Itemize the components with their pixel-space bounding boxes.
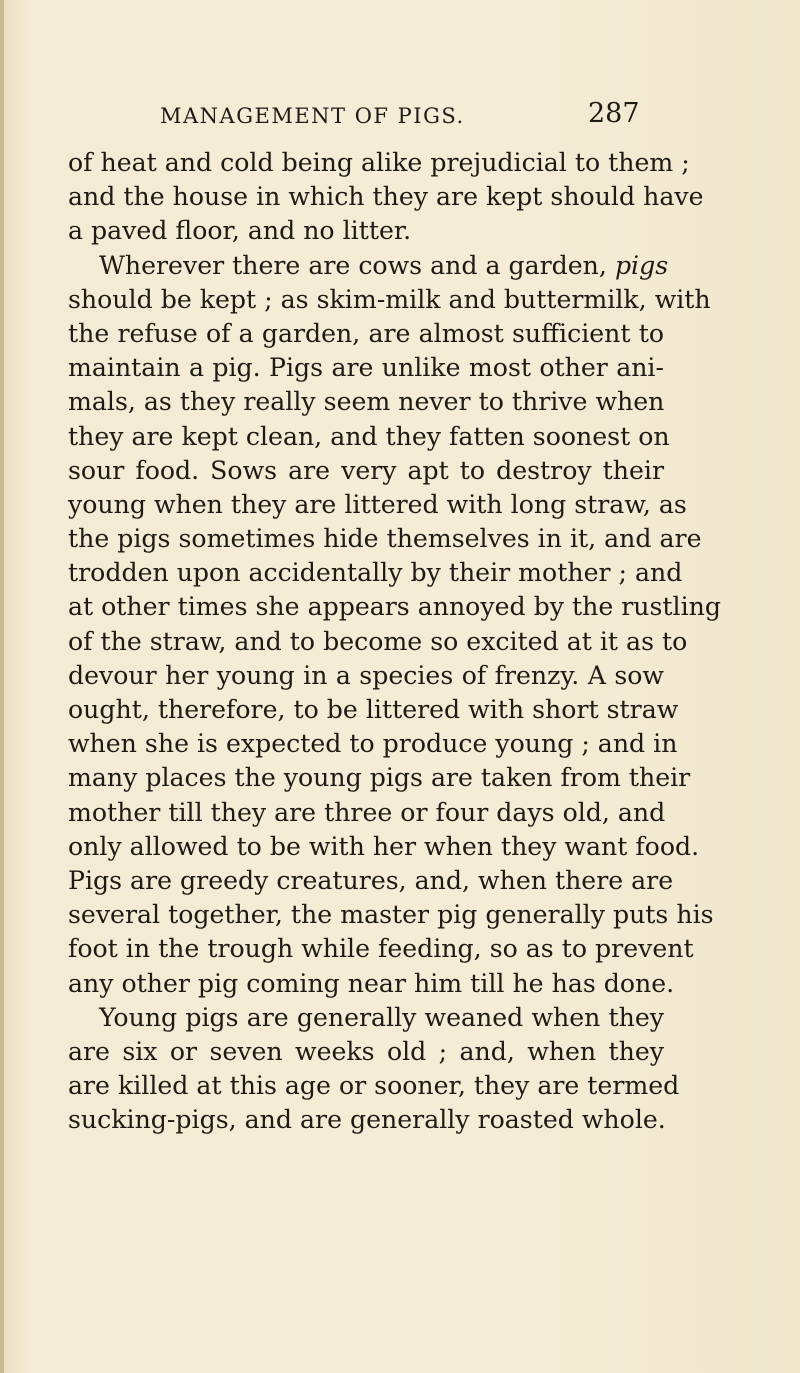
text-line: are six or seven weeks old ; and, when they	[68, 1036, 664, 1066]
text-line: young when they are littered with long straw, as	[68, 489, 687, 519]
text-line: mals, as they really seem never to thrive when	[68, 387, 665, 417]
running-title: MANAGEMENT OF PIGS.	[160, 104, 465, 128]
running-head	[160, 98, 640, 140]
text-line: foot in the trough while feeding, so as to prevent	[68, 934, 694, 964]
page-number: 287	[588, 98, 640, 129]
text-line: are killed at this age or sooner, they are termed	[68, 1071, 680, 1101]
text-line: several together, the master pig generally puts his	[68, 900, 714, 930]
text-line: Pigs are greedy creatures, and, when there are	[68, 865, 674, 895]
text-line: any other pig coming near him till he has done.	[68, 968, 675, 998]
text-line: the pigs sometimes hide themselves in it, and are	[68, 524, 702, 554]
text-fragment: Wherever there are cows and a garden,	[99, 250, 607, 280]
text-line: only allowed to be with her when they want food.	[68, 831, 700, 861]
text-line: devour her young in a species of frenzy. A sow	[68, 660, 664, 690]
text-line: and the house in which they are kept should have	[68, 182, 704, 212]
text-line: sucking-pigs, and are generally roasted whole.	[68, 1105, 666, 1135]
text-line: ought, therefore, to be littered with short straw	[68, 695, 679, 724]
text-line: a paved floor, and no litter.	[68, 216, 412, 246]
text-line: they are kept clean, and they fatten soonest on	[68, 421, 670, 451]
text-line: many places the young pigs are taken from their	[68, 763, 691, 793]
emphasis-text: pigs	[614, 250, 669, 280]
text-line: should be kept ; as skim-milk and buttermilk, with	[68, 284, 711, 314]
text-line: Young pigs are generally weaned when they	[99, 1002, 664, 1032]
text-line: mother till they are three or four days old, and	[68, 797, 666, 827]
text-line: at other times she appears annoyed by the rustling	[68, 592, 721, 622]
text-line: of the straw, and to become so excited at it as to	[68, 626, 688, 656]
text-line: trodden upon accidentally by their mother ; and	[68, 558, 683, 588]
text-line: maintain a pig. Pigs are unlike most other ani-	[68, 353, 664, 383]
page-edge	[0, 0, 4, 1373]
body-text	[68, 146, 721, 1137]
text-line: when she is expected to produce young ; and in	[68, 729, 678, 759]
text-line: sour food. Sows are very apt to destroy their	[68, 455, 664, 485]
text-line: of heat and cold being alike prejudicial to them ;	[68, 148, 690, 177]
text-line: the refuse of a garden, are almost sufficient to	[68, 318, 664, 348]
text-line	[68, 249, 669, 283]
